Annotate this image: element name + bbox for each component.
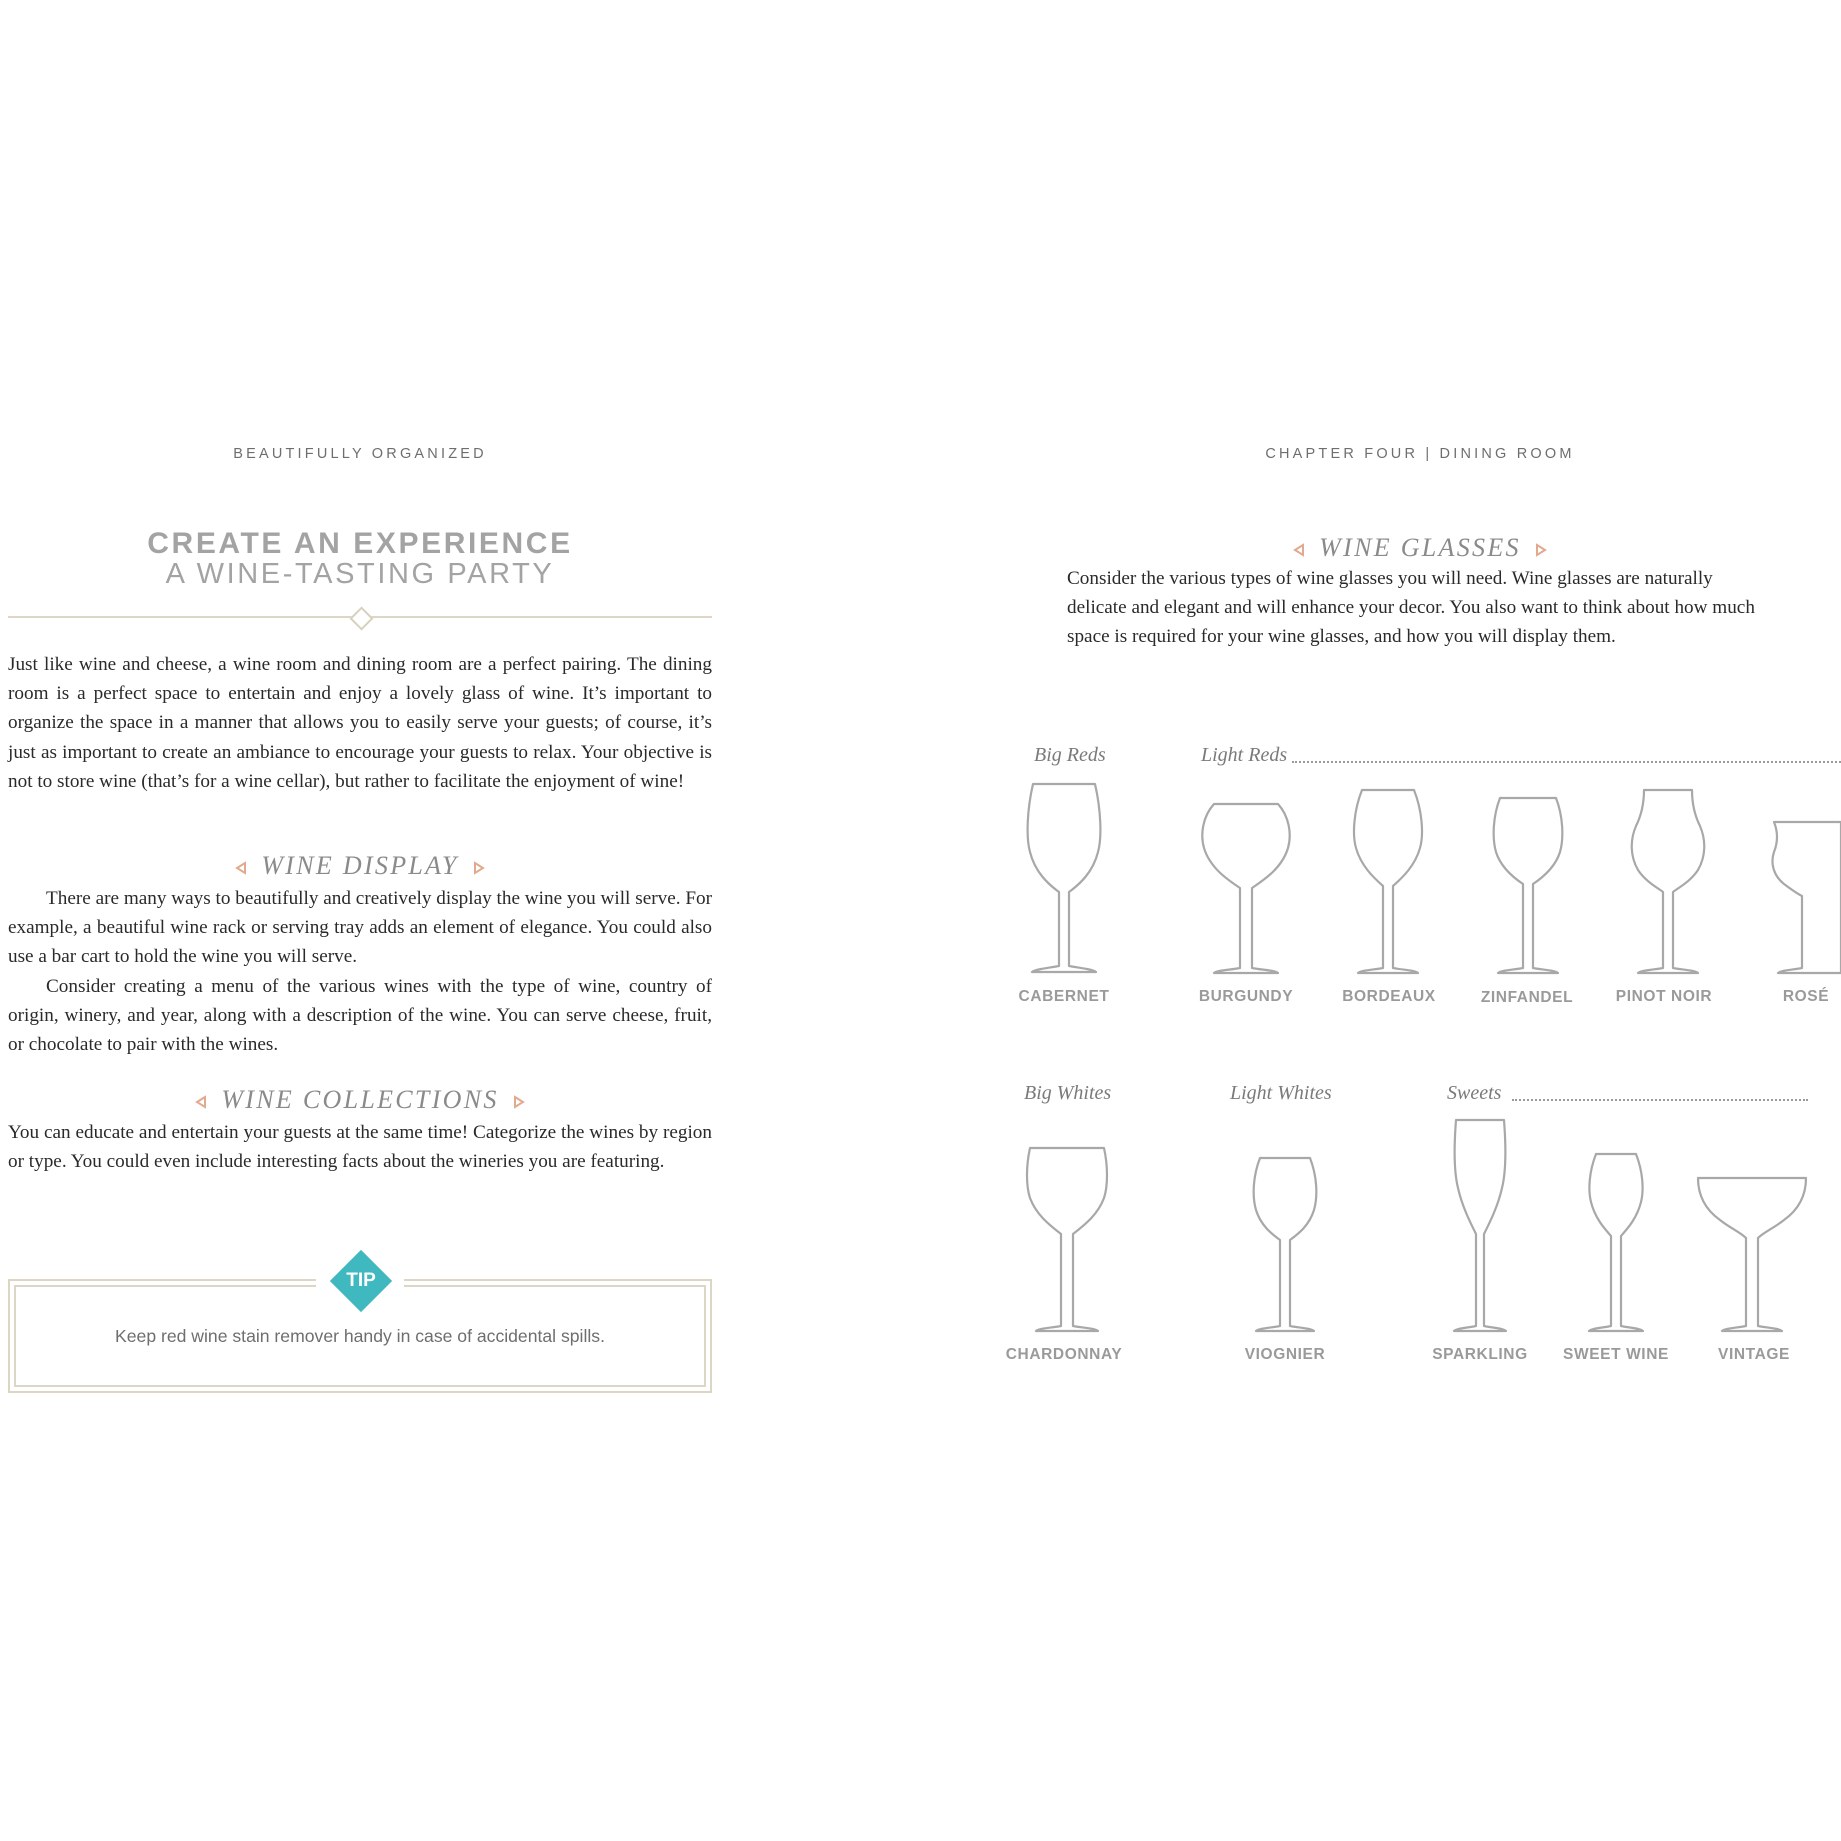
right-arrow-icon (513, 1095, 525, 1109)
intro-text: Just like wine and cheese, a wine room and dining room are a perfect pairing. The dining room is a perfect space to entertain and enjoy a lovely glass of wine. It’s important to organize the space in a manner that allows you to easily serve your guests; of course, it’s just as important to create an ambiance to encourage your guests to relax. Your objective is not to store wine (that’s for a wine cellar), but rather to facilitate the enjoyment of wine! (8, 654, 712, 792)
glass-label-pinot-noir: PINOT NOIR (1615, 988, 1713, 1005)
wine-glasses-text: Consider the various types of wine glasses you will need. Wine glasses are naturally delicate and elegant and will enhance your decor. You also want to think about how much space is required for your wine glasses, and how you will display them. (1067, 568, 1755, 648)
sweets-dotted-leader (1512, 1099, 1808, 1101)
glass-label-sweet-wine: SWEET WINE (1563, 1346, 1669, 1363)
glass-label-bordeaux: BORDEAUX (1342, 988, 1436, 1005)
zinfandel-glass-icon (1488, 794, 1568, 976)
glass-label-viognier: VIOGNIER (1244, 1346, 1326, 1363)
wine-glasses-heading (1120, 533, 1720, 563)
wine-collections-heading-text: WINE COLLECTIONS (221, 1085, 499, 1114)
tip-badge (330, 1250, 392, 1312)
pinot-noir-glass-icon (1626, 786, 1710, 976)
wine-display-paragraph-2: Consider creating a menu of the various wines with the type of wine, country of origin, winery, and year, along with a description of the wine. You can serve cheese, fruit, or chocolate to pair with the wines. (8, 975, 712, 1056)
right-arrow-icon (1535, 543, 1547, 557)
left-arrow-icon (1293, 543, 1305, 557)
category-sweets: Sweets (1447, 1082, 1505, 1105)
light-reds-dotted-leader (1292, 761, 1841, 763)
tip-badge-label: TIP (346, 1270, 376, 1291)
wine-collections-text: You can educate and entertain your guests at the same time! Categorize the wines by region or type. You could even include interesting facts about the wineries you are featuring. (8, 1122, 712, 1173)
glass-label-vintage: VINTAGE (1718, 1346, 1790, 1363)
right-running-head: CHAPTER FOUR | DINING ROOM (1265, 446, 1575, 462)
wine-display-heading (60, 851, 660, 881)
wine-collections-heading (60, 1085, 660, 1115)
wine-glasses-heading-text: WINE GLASSES (1319, 533, 1521, 562)
glass-label-rose: ROSÉ (1782, 988, 1830, 1005)
wine-display-paragraph-1: There are many ways to beautifully and creatively display the wine you will serve. For example, a beautiful wine rack or serving tray adds an element of elegance. You could also use a bar cart to hold the wine you will serve. (8, 888, 712, 968)
left-running-head: BEAUTIFULLY ORGANIZED (233, 446, 487, 462)
glass-label-chardonnay: CHARDONNAY (1005, 1346, 1123, 1363)
wine-collections-body (8, 1118, 712, 1176)
wine-display-body (8, 884, 712, 1059)
left-arrow-icon (235, 861, 247, 875)
vintage-glass-icon (1696, 1174, 1808, 1334)
glass-label-zinfandel: ZINFANDEL (1480, 989, 1574, 1006)
category-light-reds: Light Reds (1201, 744, 1291, 767)
category-light-whites: Light Whites (1230, 1082, 1336, 1105)
viognier-glass-icon (1248, 1154, 1322, 1334)
chardonnay-glass-icon (1024, 1144, 1110, 1334)
wine-display-heading-text: WINE DISPLAY (261, 851, 459, 880)
page-title: CREATE AN EXPERIENCE (147, 527, 573, 560)
sweet-wine-glass-icon (1584, 1150, 1648, 1334)
burgundy-glass-icon (1198, 800, 1294, 976)
bordeaux-glass-icon (1348, 786, 1428, 976)
glass-label-cabernet: CABERNET (1018, 988, 1110, 1005)
category-big-whites: Big Whites (1024, 1082, 1115, 1105)
tip-text: Keep red wine stain remover handy in case of accidental spills. (115, 1326, 605, 1346)
rose-glass-icon (1768, 818, 1841, 976)
cabernet-glass-icon (1022, 780, 1106, 976)
sparkling-glass-icon (1448, 1116, 1512, 1334)
page-subtitle: A WINE-TASTING PARTY (165, 558, 555, 590)
glass-label-burgundy: BURGUNDY (1198, 988, 1294, 1005)
intro-paragraph (8, 650, 712, 796)
glass-label-sparkling: SPARKLING (1432, 1346, 1528, 1363)
category-big-reds: Big Reds (1034, 744, 1110, 767)
right-arrow-icon (473, 861, 485, 875)
wine-glasses-body (1067, 564, 1773, 652)
rule-diamond-ornament (349, 606, 373, 630)
left-arrow-icon (195, 1095, 207, 1109)
